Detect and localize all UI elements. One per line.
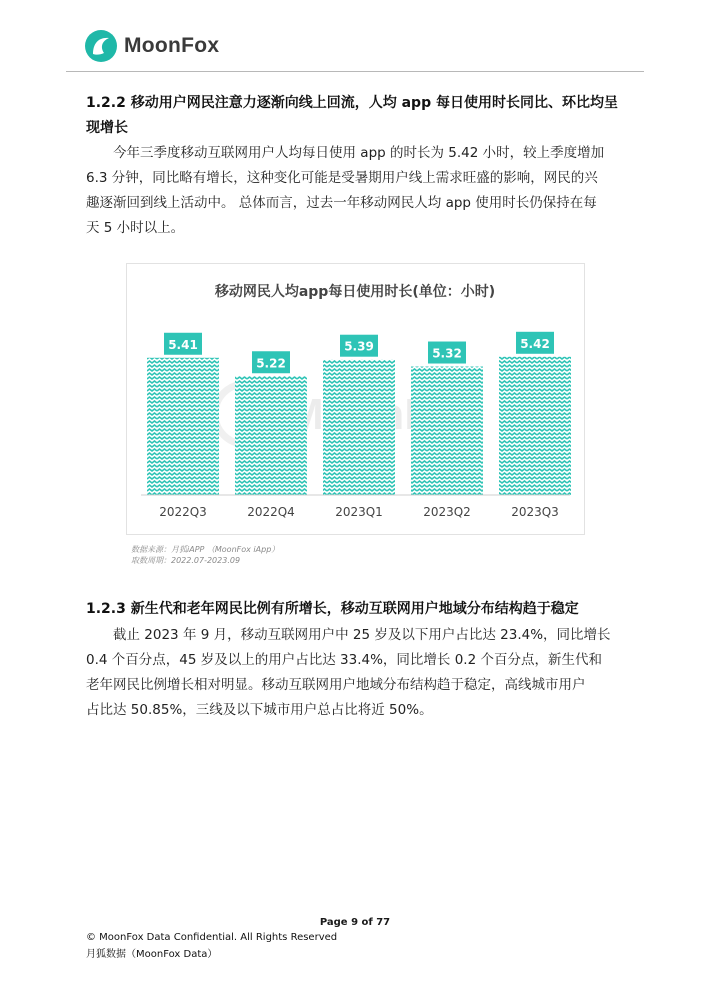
paragraph-line: 趣逐渐回到线上活动中。 总体而言，过去一年移动网民人均 app 使用时长仍保持在每 [86, 195, 597, 211]
value-label: 5.41 [168, 337, 198, 352]
value-label: 5.39 [344, 339, 374, 354]
paragraph-line: 截止 2023 年 9 月，移动互联网用户中 25 岁及以下用户占比达 23.4%，同比增长 [113, 627, 611, 643]
brand-name: MoonFox [124, 34, 220, 57]
value-label: 5.42 [520, 336, 550, 351]
page-number: Page 9 of 77 [319, 917, 391, 928]
data-source-note [131, 544, 279, 566]
section-title-line: 现增长 [86, 120, 128, 136]
bar-2023Q3 [499, 357, 571, 495]
x-tick-label: 2023Q1 [335, 505, 383, 519]
moonfox-logo-icon [84, 29, 118, 63]
period-line: 取数周期：2022.07-2023.09 [131, 556, 241, 565]
x-tick-label: 2022Q4 [247, 505, 295, 519]
footer-copyright: © MoonFox Data Confidential. All Rights Reserved [86, 932, 338, 943]
paragraph-line: 今年三季度移动互联网用户人均每日使用 app 的时长为 5.42 小时，较上季度增加 [113, 145, 605, 161]
x-tick-label: 2023Q3 [511, 505, 559, 519]
value-label: 5.32 [432, 346, 462, 361]
section-1-2-2-paragraph [86, 141, 635, 241]
bar-2022Q3 [147, 358, 219, 495]
section-1-2-3-paragraph [86, 623, 635, 723]
usage-duration-chart [126, 263, 585, 535]
section-title-1-2-2 [86, 91, 636, 141]
paragraph-line: 6.3 分钟，同比略有增长，这种变化可能是受暑期用户线上需求旺盛的影响，网民的兴 [86, 170, 598, 186]
value-label: 5.22 [256, 356, 286, 371]
paragraph-line: 0.4 个百分点，45 岁及以上的用户占比达 33.4%，同比增长 0.2 个百分点，新生代和 [86, 652, 602, 668]
chart-bars [147, 332, 571, 495]
section-title-line: 1.2.2 移动用户网民注意力逐渐向线上回流，人均 app 每日使用时长同比、环比均呈 [86, 95, 618, 111]
chart-title: 移动网民人均app每日使用时长(单位：小时) [214, 284, 496, 300]
paragraph-line: 占比达 50.85%，三线及以下城市用户总占比将近 50%。 [86, 702, 433, 718]
paragraph-line: 天 5 小时以上。 [86, 220, 185, 236]
x-tick-label: 2022Q3 [159, 505, 207, 519]
bar-chart-svg [127, 264, 584, 534]
paragraph-line: 老年网民比例增长相对明显。移动互联网用户地域分布结构趋于稳定，高线城市用户 [86, 677, 586, 693]
header-divider [66, 71, 644, 72]
section-title-1-2-3: 1.2.3 新生代和老年网民比例有所增长，移动互联网用户地域分布结构趋于稳定 [86, 601, 579, 617]
x-axis-labels [159, 505, 559, 519]
bar-2023Q1 [323, 360, 395, 495]
bar-2023Q2 [411, 367, 483, 495]
x-tick-label: 2023Q2 [423, 505, 471, 519]
source-line: 数据来源：月狐iAPP （MoonFox iApp） [131, 545, 280, 554]
footer-company: 月狐数据（MoonFox Data） [86, 949, 218, 960]
page-header [84, 26, 219, 66]
bar-2022Q4 [235, 376, 307, 495]
